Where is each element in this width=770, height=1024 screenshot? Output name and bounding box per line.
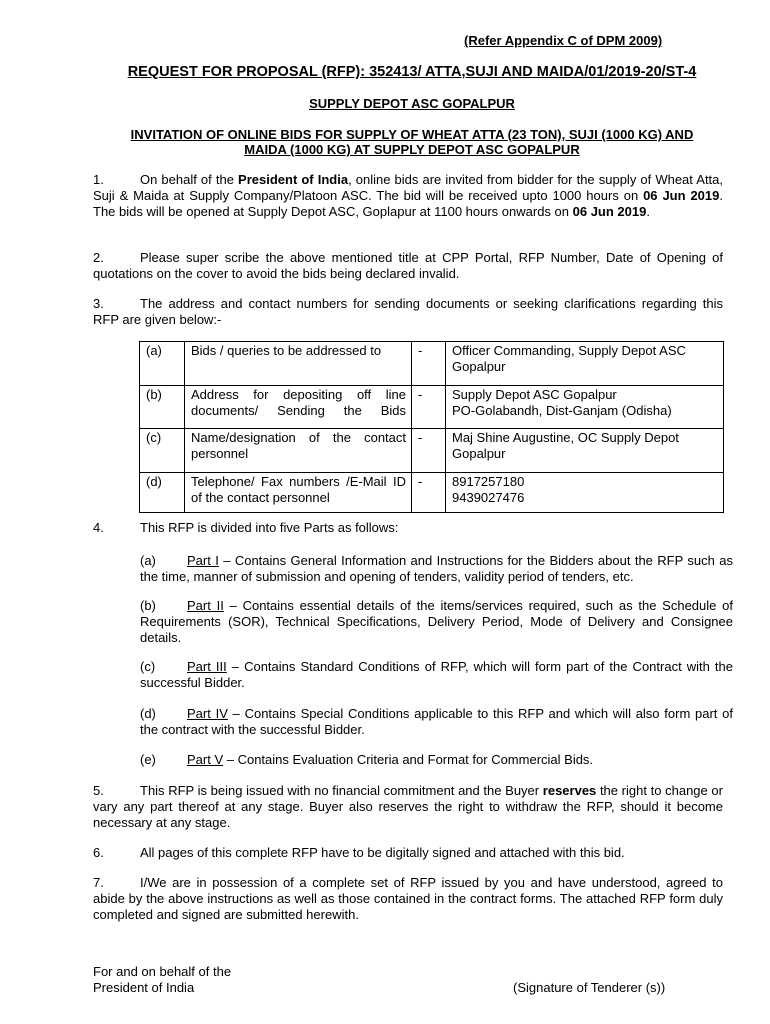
part-item-e [140,752,733,768]
bold-date: 06 Jun 2019 [572,204,647,219]
paragraph-3 [93,296,723,328]
part-item-b [140,598,733,646]
label-text: Address for depositing off line documents/ Sending the Bids [191,387,406,418]
paragraph-number: 5. [93,783,104,798]
value-line: Gopalpur [452,446,506,461]
part-description: – Contains Evaluation Criteria and Format for Commercial Bids. [223,752,594,767]
text-run: , online bids are invited from bidder for the supply of Wheat Atta, Suji & Maida at Supply Company/Platoon ASC. The bid will be received upto 1000 hours on [93,172,724,203]
paragraph-text: All pages of this complete RFP have to be digitally signed and attached with this bid. [140,845,625,860]
row-value [446,473,724,513]
value-line: 9439027476 [452,490,525,505]
row-dash: - [412,386,446,429]
appendix-reference: (Refer Appendix C of DPM 2009) [464,33,663,48]
text-run: On behalf of the [140,172,239,187]
paragraph-number: 1. [93,172,104,187]
row-value [446,429,724,473]
row-label [185,386,412,429]
behalf-line: President of India [93,980,195,995]
text-run: . The bids will be opened at Supply Depot ASC, Goplapur at 1100 hours onwards on [93,188,723,219]
invitation-heading [92,127,732,157]
paragraph-number: 6. [93,845,104,860]
part-index: (b) [140,598,156,613]
contact-table [139,341,724,513]
bold-date: 06 Jun 2019 [643,188,720,203]
depot-heading: SUPPLY DEPOT ASC GOPALPUR [309,96,515,111]
value-line: Maj Shine Augustine, OC Supply Depot [452,430,679,445]
row-label: Bids / queries to be addressed to [185,342,412,386]
part-description: – Contains essential details of the items/services required, such as the Schedule of Requirements (SOR), Technical Specifications, Delivery Period, Mode of Delivery and Consignee details. [140,598,733,645]
paragraph-5 [93,783,723,831]
table-row [140,386,724,429]
paragraph-2 [93,250,723,282]
row-dash: - [412,429,446,473]
text-run: . [646,204,650,219]
part-description: – Contains Standard Conditions of RFP, which will form part of the Contract with the successful Bidder. [140,659,733,690]
row-index: (d) [140,473,185,513]
value-line: Supply Depot ASC Gopalpur [452,387,617,402]
value-line: PO-Golabandh, Dist-Ganjam (Odisha) [452,403,672,418]
paragraph-6 [93,845,723,861]
row-index: (a) [140,342,185,386]
row-dash: - [412,342,446,386]
part-name: Part II [187,598,224,613]
value-line: 8917257180 [452,474,525,489]
table-row [140,429,724,473]
part-name: Part IV [187,706,228,721]
paragraph-text: I/We are in possession of a complete set of RFP issued by you and have understood, agreed to abide by the above instructions as well as those contained in the contract forms. The attached RFP form duly completed and signed are submitted herewith. [93,875,723,922]
part-name: Part I [187,553,219,568]
invitation-line-1: INVITATION OF ONLINE BIDS FOR SUPPLY OF WHEAT ATTA (23 TON), SUJI (1000 KG) AND [130,127,694,142]
behalf-block [93,964,231,996]
value-line: Gopalpur [452,359,506,374]
row-value [446,386,724,429]
paragraph-4 [93,520,723,536]
rfp-title: REQUEST FOR PROPOSAL (RFP): 352413/ ATTA,SUJI AND MAIDA/01/2019-20/ST-4 [127,64,697,80]
row-index: (c) [140,429,185,473]
part-item-a [140,553,733,585]
paragraph-text: The address and contact numbers for sending documents or seeking clarifications regarding this RFP are given below:- [93,296,723,327]
row-label: Telephone/ Fax numbers /E-Mail ID of the contact personnel [185,473,412,513]
part-name: Part III [187,659,227,674]
paragraph-1 [93,172,723,220]
part-item-c [140,659,733,691]
paragraph-number: 2. [93,250,104,265]
paragraph-number: 3. [93,296,104,311]
part-description: – Contains General Information and Instructions for the Bidders about the RFP such as the time, manner of submission and opening of tenders, validity period of tenders, etc. [140,553,733,584]
part-description: – Contains Special Conditions applicable to this RFP and which will also form part of the contract with the successful Bidder. [140,706,733,737]
paragraph-7 [93,875,723,923]
text-run: the right to change or vary any part thereof at any stage. Buyer also reserves the right to withdraw the RFP, should it become necessary at any stage. [93,783,723,830]
row-index: (b) [140,386,185,429]
text-run: This RFP is being issued with no financial commitment and the Buyer [140,783,543,798]
row-value [446,342,724,386]
value-line: Officer Commanding, Supply Depot ASC [452,343,686,358]
table-row [140,342,724,386]
part-index: (a) [140,553,156,568]
paragraph-number: 7. [93,875,104,890]
part-index: (d) [140,706,156,721]
row-label: Name/designation of the contact personnel [185,429,412,473]
tenderer-signature-label: (Signature of Tenderer (s)) [513,980,666,995]
part-index: (c) [140,659,156,674]
paragraph-number: 4. [93,520,104,535]
part-item-d [140,706,733,738]
paragraph-text: Please super scribe the above mentioned title at CPP Portal, RFP Number, Date of Opening of quotations on the cover to avoid the bids being declared invalid. [93,250,723,281]
part-name: Part V [187,752,224,767]
paragraph-text: This RFP is divided into five Parts as follows: [140,520,399,535]
bold-text: President of India [238,172,349,187]
table-row [140,473,724,513]
part-index: (e) [140,752,156,767]
invitation-line-2: MAIDA (1000 KG) AT SUPPLY DEPOT ASC GOPALPUR [244,142,580,157]
bold-text: reserves [542,783,597,798]
behalf-line: For and on behalf of the [93,964,232,979]
row-dash: - [412,473,446,513]
